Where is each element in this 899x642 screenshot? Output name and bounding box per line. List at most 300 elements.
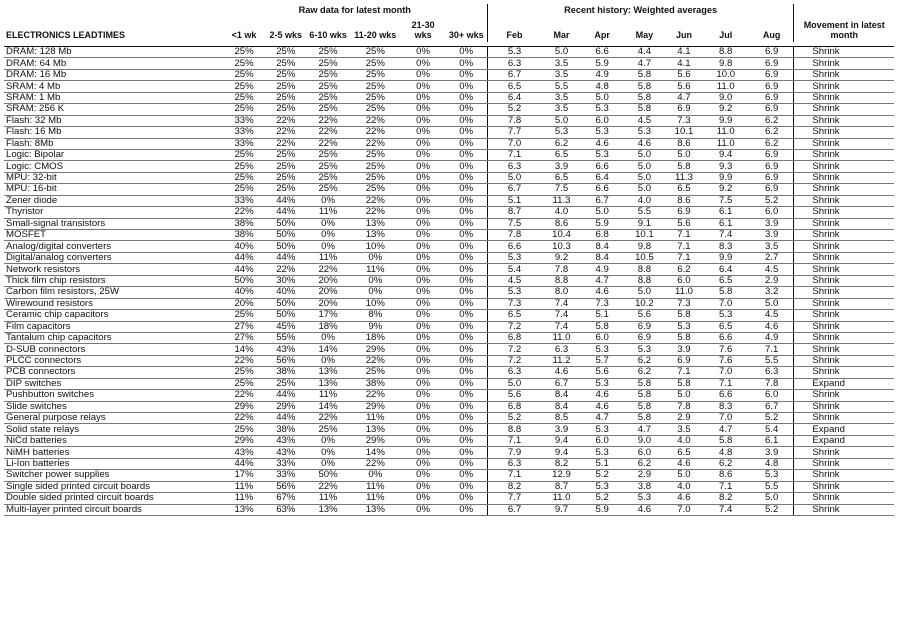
- history-value-cell: 6.3: [487, 58, 541, 69]
- raw-value-cell: 29%: [350, 435, 401, 446]
- movement-cell: Expand: [794, 435, 894, 446]
- history-value-cell: 5.4: [750, 424, 794, 435]
- history-value-cell: 7.4: [702, 504, 750, 515]
- raw-value-cell: 0%: [446, 207, 488, 218]
- history-value-cell: 11.2: [541, 355, 582, 366]
- history-value-cell: 6.8: [582, 230, 623, 241]
- history-value-cell: 6.9: [666, 207, 701, 218]
- history-value-cell: 6.5: [541, 172, 582, 183]
- history-value-cell: 5.6: [666, 69, 701, 80]
- component-name: PLCC connectors: [4, 355, 223, 366]
- raw-value-cell: 27%: [223, 321, 266, 332]
- raw-value-cell: 27%: [223, 332, 266, 343]
- history-value-cell: 3.5: [666, 424, 701, 435]
- component-name: Thick film chip resistors: [4, 275, 223, 286]
- raw-value-cell: 50%: [265, 298, 306, 309]
- history-value-cell: 5.8: [666, 332, 701, 343]
- raw-value-cell: 0%: [446, 424, 488, 435]
- raw-value-cell: 0%: [446, 390, 488, 401]
- raw-value-cell: 8%: [350, 310, 401, 321]
- history-value-cell: 5.0: [487, 172, 541, 183]
- history-value-cell: 6.5: [702, 275, 750, 286]
- history-value-cell: 5.0: [582, 207, 623, 218]
- raw-value-cell: 22%: [306, 264, 350, 275]
- raw-value-cell: 13%: [306, 367, 350, 378]
- raw-value-cell: 0%: [446, 252, 488, 263]
- raw-value-cell: 33%: [223, 127, 266, 138]
- table-row: [4, 138, 894, 149]
- history-value-cell: 4.5: [750, 310, 794, 321]
- history-value-cell: 4.6: [750, 321, 794, 332]
- history-value-cell: 7.1: [666, 241, 701, 252]
- history-value-cell: 5.4: [487, 264, 541, 275]
- raw-value-cell: 0%: [350, 287, 401, 298]
- raw-value-cell: 29%: [350, 344, 401, 355]
- raw-value-cell: 22%: [306, 127, 350, 138]
- raw-value-cell: 0%: [446, 241, 488, 252]
- raw-value-cell: 0%: [446, 81, 488, 92]
- movement-cell: Shrink: [794, 287, 894, 298]
- raw-value-cell: 0%: [446, 218, 488, 229]
- history-column-header: Feb: [506, 30, 523, 40]
- raw-value-cell: 25%: [306, 184, 350, 195]
- history-value-cell: 7.3: [666, 115, 701, 126]
- raw-value-cell: 25%: [223, 310, 266, 321]
- raw-value-cell: 44%: [223, 458, 266, 469]
- history-value-cell: 4.6: [582, 390, 623, 401]
- history-value-cell: 5.0: [541, 47, 582, 58]
- raw-value-cell: 20%: [306, 275, 350, 286]
- raw-value-cell: 33%: [265, 458, 306, 469]
- history-value-cell: 6.2: [622, 355, 666, 366]
- movement-cell: Shrink: [794, 172, 894, 183]
- raw-value-cell: 11%: [350, 413, 401, 424]
- history-value-cell: 6.9: [750, 69, 794, 80]
- history-value-cell: 5.0: [622, 149, 666, 160]
- component-name: Flash: 8Mb: [4, 138, 223, 149]
- raw-value-cell: 25%: [223, 184, 266, 195]
- table-row: [4, 241, 894, 252]
- history-value-cell: 5.3: [582, 378, 623, 389]
- raw-value-cell: 0%: [350, 275, 401, 286]
- raw-value-cell: 40%: [265, 287, 306, 298]
- history-column-header: Jul: [719, 30, 733, 40]
- raw-value-cell: 13%: [350, 230, 401, 241]
- raw-value-cell: 0%: [401, 69, 446, 80]
- raw-value-cell: 25%: [350, 367, 401, 378]
- movement-cell: Shrink: [794, 332, 894, 343]
- raw-value-cell: 0%: [446, 92, 488, 103]
- history-value-cell: 5.8: [666, 161, 701, 172]
- table-row: [4, 81, 894, 92]
- history-value-cell: 6.7: [541, 378, 582, 389]
- raw-value-cell: 25%: [265, 69, 306, 80]
- raw-value-cell: 56%: [265, 355, 306, 366]
- raw-value-cell: 40%: [223, 287, 266, 298]
- raw-value-cell: 0%: [401, 230, 446, 241]
- movement-cell: Shrink: [794, 138, 894, 149]
- component-name: MOSFET: [4, 230, 223, 241]
- history-value-cell: 6.9: [750, 104, 794, 115]
- history-column-header: Mar: [553, 30, 570, 40]
- history-value-cell: 6.0: [582, 435, 623, 446]
- history-value-cell: 6.7: [487, 184, 541, 195]
- raw-value-cell: 0%: [401, 367, 446, 378]
- raw-value-cell: 25%: [350, 149, 401, 160]
- history-value-cell: 3.5: [750, 241, 794, 252]
- history-value-cell: 5.2: [750, 504, 794, 515]
- raw-value-cell: 25%: [350, 161, 401, 172]
- component-name: Multi-layer printed circuit boards: [4, 504, 223, 515]
- movement-cell: Shrink: [794, 195, 894, 206]
- history-value-cell: 7.6: [702, 355, 750, 366]
- history-value-cell: 7.7: [487, 127, 541, 138]
- component-name: Film capacitors: [4, 321, 223, 332]
- history-value-cell: 7.9: [487, 447, 541, 458]
- history-value-cell: 9.2: [702, 184, 750, 195]
- raw-value-cell: 11%: [223, 481, 266, 492]
- raw-value-cell: 22%: [350, 127, 401, 138]
- component-name: SRAM: 4 Mb: [4, 81, 223, 92]
- history-value-cell: 7.8: [487, 230, 541, 241]
- raw-value-cell: 13%: [223, 504, 266, 515]
- raw-value-cell: 0%: [446, 115, 488, 126]
- raw-value-cell: 22%: [223, 390, 266, 401]
- raw-value-cell: 0%: [401, 332, 446, 343]
- history-value-cell: 8.8: [487, 424, 541, 435]
- history-value-cell: 6.2: [666, 264, 701, 275]
- history-value-cell: 4.1: [666, 47, 701, 58]
- component-name: DIP switches: [4, 378, 223, 389]
- component-name: Switcher power supplies: [4, 470, 223, 481]
- history-value-cell: 8.4: [541, 401, 582, 412]
- raw-value-cell: 11%: [350, 493, 401, 504]
- raw-value-cell: 0%: [306, 195, 350, 206]
- raw-value-cell: 0%: [401, 241, 446, 252]
- raw-value-cell: 25%: [265, 47, 306, 58]
- history-value-cell: 5.3: [487, 47, 541, 58]
- history-value-cell: 6.6: [582, 47, 623, 58]
- history-value-cell: 6.8: [487, 401, 541, 412]
- history-value-cell: 5.8: [666, 310, 701, 321]
- history-value-cell: 5.9: [582, 504, 623, 515]
- raw-value-cell: 0%: [401, 447, 446, 458]
- raw-value-cell: 0%: [446, 321, 488, 332]
- raw-value-cell: 13%: [350, 504, 401, 515]
- movement-cell: Shrink: [794, 264, 894, 275]
- history-value-cell: 8.8: [622, 264, 666, 275]
- component-name: DRAM: 128 Mb: [4, 47, 223, 58]
- component-name: Solid state relays: [4, 424, 223, 435]
- raw-value-cell: 0%: [446, 367, 488, 378]
- movement-cell: Shrink: [794, 401, 894, 412]
- raw-value-cell: 25%: [265, 92, 306, 103]
- history-value-cell: 6.4: [582, 172, 623, 183]
- table-row: [4, 355, 894, 366]
- history-value-cell: 7.1: [487, 435, 541, 446]
- history-value-cell: 5.0: [622, 161, 666, 172]
- history-value-cell: 5.8: [622, 81, 666, 92]
- raw-value-cell: 25%: [306, 424, 350, 435]
- raw-value-cell: 0%: [401, 321, 446, 332]
- raw-value-cell: 25%: [265, 378, 306, 389]
- history-value-cell: 9.7: [541, 504, 582, 515]
- history-value-cell: 6.9: [750, 92, 794, 103]
- raw-value-cell: 17%: [306, 310, 350, 321]
- raw-value-cell: 0%: [446, 47, 488, 58]
- raw-value-cell: 25%: [306, 104, 350, 115]
- raw-value-cell: 38%: [223, 218, 266, 229]
- table-row: [4, 424, 894, 435]
- raw-value-cell: 25%: [350, 58, 401, 69]
- movement-cell: Shrink: [794, 321, 894, 332]
- history-value-cell: 4.7: [622, 424, 666, 435]
- raw-value-cell: 44%: [265, 390, 306, 401]
- history-value-cell: 5.3: [582, 127, 623, 138]
- history-value-cell: 6.5: [487, 310, 541, 321]
- movement-cell: Shrink: [794, 184, 894, 195]
- history-value-cell: 7.8: [666, 401, 701, 412]
- table-row: [4, 218, 894, 229]
- raw-value-cell: 0%: [446, 378, 488, 389]
- history-value-cell: 4.6: [582, 138, 623, 149]
- history-value-cell: 7.3: [582, 298, 623, 309]
- history-value-cell: 6.5: [702, 321, 750, 332]
- history-value-cell: 2.9: [622, 470, 666, 481]
- history-value-cell: 6.2: [750, 115, 794, 126]
- table-row: [4, 413, 894, 424]
- raw-value-cell: 0%: [401, 127, 446, 138]
- raw-value-cell: 0%: [306, 435, 350, 446]
- raw-value-cell: 25%: [306, 69, 350, 80]
- history-value-cell: 6.4: [487, 92, 541, 103]
- history-value-cell: 8.6: [666, 138, 701, 149]
- table-row: [4, 447, 894, 458]
- raw-value-cell: 0%: [401, 287, 446, 298]
- raw-value-cell: 29%: [223, 401, 266, 412]
- history-value-cell: 5.2: [582, 493, 623, 504]
- raw-value-cell: 44%: [223, 252, 266, 263]
- history-value-cell: 5.1: [582, 458, 623, 469]
- history-value-cell: 6.9: [750, 149, 794, 160]
- history-value-cell: 5.0: [487, 378, 541, 389]
- history-value-cell: 5.2: [750, 195, 794, 206]
- history-value-cell: 5.1: [487, 195, 541, 206]
- history-value-cell: 7.2: [487, 355, 541, 366]
- raw-value-cell: 25%: [265, 58, 306, 69]
- raw-value-cell: 25%: [350, 172, 401, 183]
- raw-value-cell: 0%: [401, 92, 446, 103]
- history-value-cell: 5.5: [750, 481, 794, 492]
- history-value-cell: 9.9: [702, 115, 750, 126]
- history-value-cell: 8.4: [582, 241, 623, 252]
- raw-value-cell: 45%: [265, 321, 306, 332]
- raw-value-cell: 0%: [401, 310, 446, 321]
- raw-value-cell: 22%: [265, 264, 306, 275]
- history-value-cell: 6.5: [541, 149, 582, 160]
- raw-value-cell: 0%: [446, 298, 488, 309]
- history-value-cell: 5.9: [582, 58, 623, 69]
- raw-value-cell: 25%: [306, 58, 350, 69]
- raw-value-cell: 38%: [265, 367, 306, 378]
- history-header: Recent history: Weighted averages: [487, 4, 794, 16]
- history-value-cell: 8.7: [541, 481, 582, 492]
- component-name: Wirewound resistors: [4, 298, 223, 309]
- table-row: [4, 69, 894, 80]
- raw-value-cell: 0%: [306, 355, 350, 366]
- history-value-cell: 5.3: [582, 149, 623, 160]
- raw-value-cell: 0%: [401, 195, 446, 206]
- history-value-cell: 5.3: [582, 447, 623, 458]
- raw-value-cell: 0%: [446, 504, 488, 515]
- table-row: [4, 184, 894, 195]
- raw-column-header: 11-20 wks: [354, 30, 397, 40]
- raw-value-cell: 11%: [223, 493, 266, 504]
- raw-value-cell: 0%: [446, 172, 488, 183]
- history-value-cell: 11.0: [702, 127, 750, 138]
- table-row: [4, 458, 894, 469]
- history-value-cell: 5.5: [622, 207, 666, 218]
- history-value-cell: 4.7: [582, 275, 623, 286]
- component-name: Logic: Bipolar: [4, 149, 223, 160]
- raw-value-cell: 22%: [265, 138, 306, 149]
- raw-value-cell: 22%: [306, 413, 350, 424]
- history-value-cell: 7.1: [702, 378, 750, 389]
- history-value-cell: 4.6: [666, 493, 701, 504]
- raw-value-cell: 0%: [350, 252, 401, 263]
- raw-value-cell: 25%: [265, 161, 306, 172]
- history-value-cell: 6.1: [750, 435, 794, 446]
- raw-value-cell: 44%: [265, 195, 306, 206]
- history-value-cell: 9.4: [541, 447, 582, 458]
- movement-cell: Shrink: [794, 390, 894, 401]
- raw-value-cell: 0%: [446, 447, 488, 458]
- raw-value-cell: 0%: [446, 401, 488, 412]
- movement-cell: Shrink: [794, 481, 894, 492]
- raw-value-cell: 22%: [350, 138, 401, 149]
- raw-value-cell: 0%: [401, 172, 446, 183]
- history-value-cell: 4.9: [750, 332, 794, 343]
- history-value-cell: 7.7: [487, 493, 541, 504]
- raw-value-cell: 25%: [306, 47, 350, 58]
- raw-value-cell: 29%: [350, 401, 401, 412]
- history-value-cell: 9.0: [702, 92, 750, 103]
- history-value-cell: 5.8: [622, 413, 666, 424]
- raw-value-cell: 25%: [223, 161, 266, 172]
- history-value-cell: 5.6: [622, 310, 666, 321]
- movement-cell: Shrink: [794, 355, 894, 366]
- raw-value-cell: 29%: [265, 401, 306, 412]
- raw-value-cell: 38%: [223, 230, 266, 241]
- raw-column-header: 6-10 wks: [309, 30, 347, 40]
- history-value-cell: 6.2: [622, 458, 666, 469]
- raw-column-header: <1 wk: [231, 30, 257, 40]
- movement-cell: Shrink: [794, 310, 894, 321]
- raw-value-cell: 0%: [446, 138, 488, 149]
- raw-value-cell: 33%: [223, 115, 266, 126]
- raw-value-cell: 0%: [401, 275, 446, 286]
- history-value-cell: 5.0: [622, 287, 666, 298]
- raw-value-cell: 0%: [401, 218, 446, 229]
- raw-value-cell: 0%: [350, 470, 401, 481]
- history-value-cell: 6.6: [487, 241, 541, 252]
- history-value-cell: 2.9: [666, 413, 701, 424]
- history-value-cell: 4.0: [666, 481, 701, 492]
- component-name: PCB connectors: [4, 367, 223, 378]
- movement-cell: Shrink: [794, 127, 894, 138]
- table-row: [4, 481, 894, 492]
- history-value-cell: 7.6: [702, 344, 750, 355]
- history-value-cell: 9.9: [702, 252, 750, 263]
- raw-value-cell: 14%: [306, 344, 350, 355]
- history-value-cell: 7.3: [666, 298, 701, 309]
- history-value-cell: 10.3: [541, 241, 582, 252]
- raw-data-header: Raw data for latest month: [223, 4, 488, 16]
- raw-value-cell: 0%: [401, 115, 446, 126]
- table-row: [4, 252, 894, 263]
- movement-cell: Shrink: [794, 367, 894, 378]
- raw-value-cell: 25%: [223, 149, 266, 160]
- history-value-cell: 6.0: [582, 332, 623, 343]
- history-value-cell: 3.5: [541, 92, 582, 103]
- history-value-cell: 4.0: [541, 207, 582, 218]
- raw-value-cell: 25%: [265, 172, 306, 183]
- history-value-cell: 6.0: [750, 390, 794, 401]
- raw-value-cell: 0%: [401, 470, 446, 481]
- table-row: [4, 149, 894, 160]
- raw-value-cell: 13%: [306, 504, 350, 515]
- history-value-cell: 8.4: [582, 252, 623, 263]
- history-column-header: Jun: [675, 30, 692, 40]
- history-value-cell: 8.0: [541, 287, 582, 298]
- raw-value-cell: 0%: [446, 355, 488, 366]
- history-value-cell: 8.8: [541, 275, 582, 286]
- history-value-cell: 5.8: [666, 378, 701, 389]
- raw-value-cell: 20%: [306, 287, 350, 298]
- raw-column-header: 2-5 wks: [269, 30, 303, 40]
- raw-value-cell: 29%: [223, 435, 266, 446]
- component-name: DRAM: 16 Mb: [4, 69, 223, 80]
- movement-cell: Expand: [794, 424, 894, 435]
- raw-value-cell: 0%: [401, 401, 446, 412]
- history-value-cell: 6.5: [666, 447, 701, 458]
- raw-value-cell: 22%: [223, 413, 266, 424]
- history-value-cell: 7.4: [541, 298, 582, 309]
- history-value-cell: 6.2: [750, 127, 794, 138]
- raw-value-cell: 0%: [446, 470, 488, 481]
- raw-value-cell: 22%: [350, 207, 401, 218]
- history-value-cell: 7.1: [487, 470, 541, 481]
- raw-value-cell: 25%: [265, 149, 306, 160]
- history-value-cell: 6.9: [666, 355, 701, 366]
- raw-value-cell: 25%: [223, 378, 266, 389]
- raw-value-cell: 11%: [306, 252, 350, 263]
- history-value-cell: 6.5: [666, 184, 701, 195]
- movement-header: Movement in latest month: [803, 20, 885, 40]
- history-value-cell: 7.0: [702, 367, 750, 378]
- history-value-cell: 5.2: [487, 104, 541, 115]
- raw-value-cell: 50%: [265, 230, 306, 241]
- history-value-cell: 6.2: [622, 367, 666, 378]
- history-value-cell: 4.6: [582, 401, 623, 412]
- raw-value-cell: 25%: [265, 104, 306, 115]
- history-value-cell: 3.5: [541, 104, 582, 115]
- table-row: [4, 195, 894, 206]
- movement-cell: Shrink: [794, 58, 894, 69]
- raw-value-cell: 25%: [350, 47, 401, 58]
- raw-value-cell: 22%: [223, 355, 266, 366]
- history-value-cell: 7.4: [702, 230, 750, 241]
